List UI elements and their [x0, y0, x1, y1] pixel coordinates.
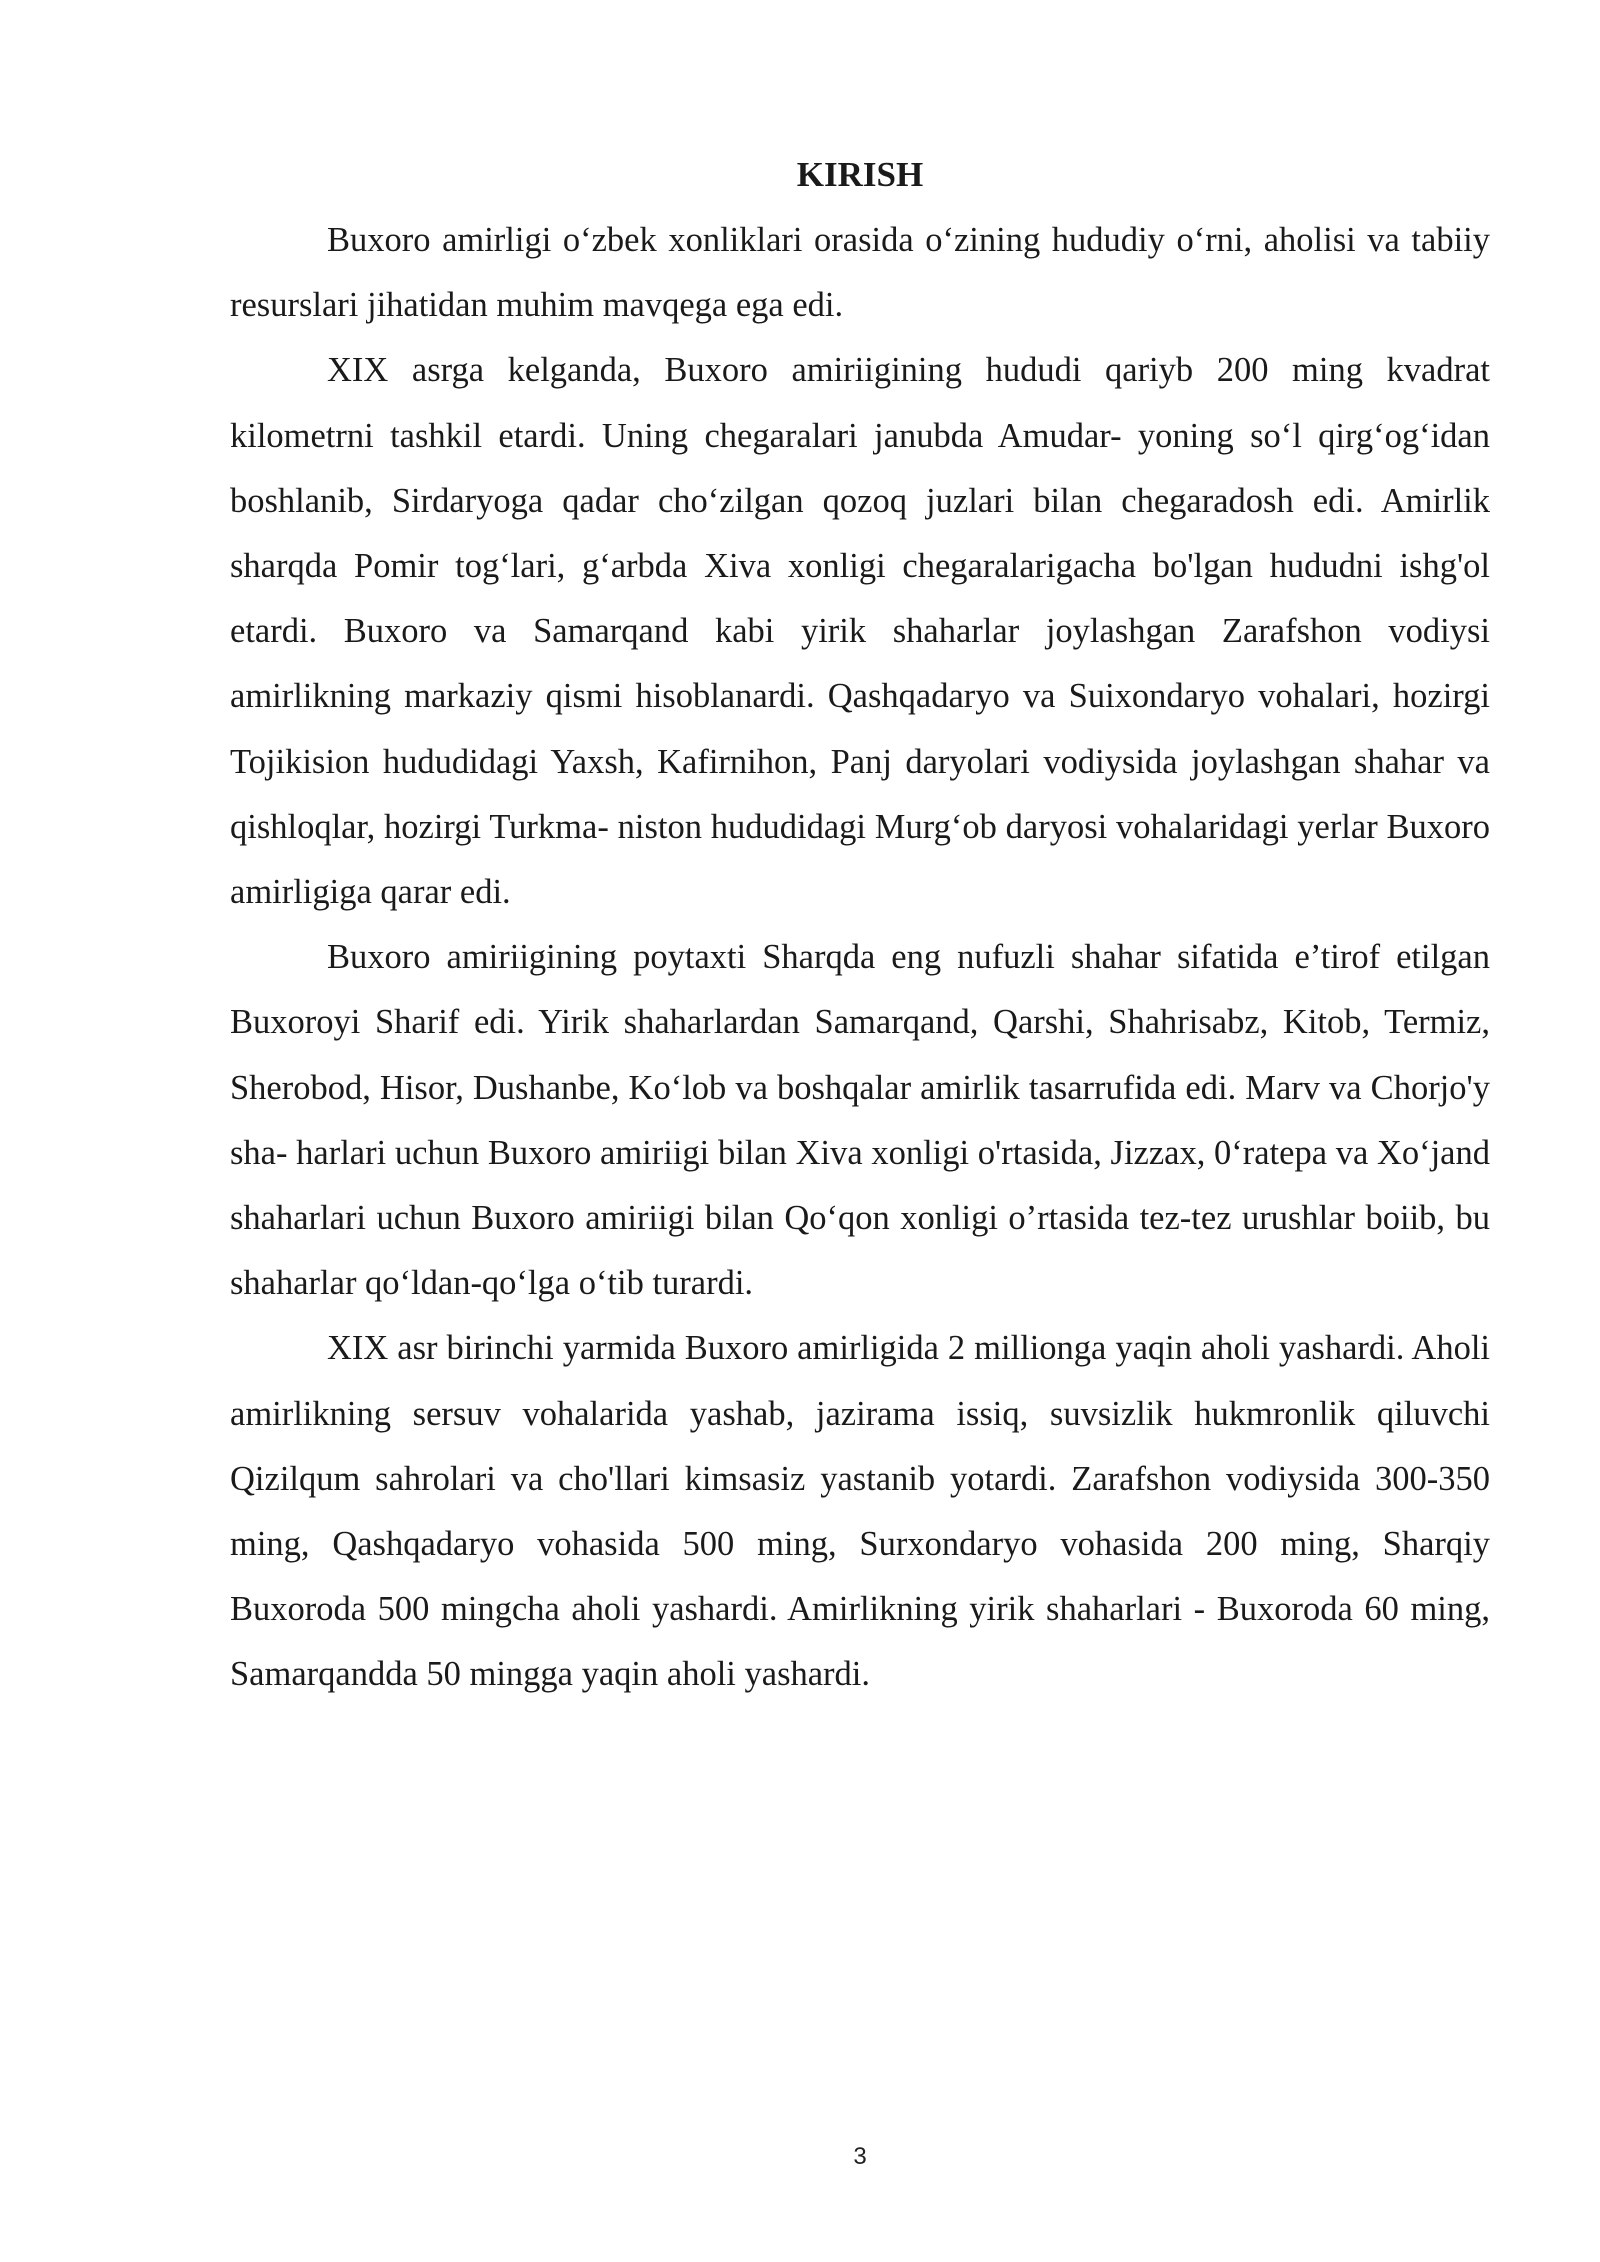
paragraph-1: Buxoro amirligi o‘zbek xonliklari orasida o‘zining hududiy o‘rni, aholisi va tabiiy resurslari jihatidan muhim mavqega ega edi.	[230, 221, 1490, 325]
page-content	[230, 148, 1490, 1708]
paragraph-3: Buxoro amiriigining poytaxti Sharqda eng nufuzli shahar sifatida e’tirof etilgan Buxoroyi Sharif edi. Yirik shaharlardan Samarqand, Qarshi, Shahrisabz, Kitob, Termiz, Sherobod, Hisor, Dushanbe, Ko‘lob va boshqalar amirlik tasarrufida edi. Marv va Chorjo'y sha- harlari uchun Buxoro amiriigi bilan Xiva xonligi o'rtasida, Jizzax, 0‘ratepa va Xo‘jand shaharlari uchun Buxoro amiriigi bilan Qo‘qon xonligi o’rtasida tez-tez urushlar boiib, bu shaharlar qo‘ldan-qo‘lga o‘tib turardi.	[230, 938, 1490, 1303]
page-number: 3	[853, 2143, 867, 2170]
paragraph-2: XIX asrga kelganda, Buxoro amiriigining hududi qariyb 200 ming kvadrat kilometrni tashkil etardi. Uning chegaralari janubda Amudar- yoning so‘l qirg‘og‘idan boshlanib, Sirdaryoga qadar cho‘zilgan qozoq juzlari bilan chegaradosh edi. Amirlik sharqda Pomir tog‘lari, g‘arbda Xiva xonligi chegaralarigacha bo'lgan hududni ishg'ol etardi. Buxoro va Samarqand kabi yirik shaharlar joylashgan Zarafshon vodiysi amirlikning markaziy qismi hisoblanardi. Qashqadaryo va Suixondaryo vohalari, hozirgi Tojikision hududidagi Yaxsh, Kafirnihon, Panj daryolari vodiysida joylashgan shahar va qishloqlar, hozirgi Turkma- niston hududidagi Murg‘ob daryosi vohalaridagi yerlar Buxoro amirligiga qarar edi.	[230, 351, 1490, 912]
page-title: KIRISH	[796, 155, 924, 194]
paragraph-4: XIX asr birinchi yarmida Buxoro amirligida 2 millionga yaqin aholi yashardi. Aholi amirlikning sersuv vohalarida yashab, jazirama issiq, suvsizlik hukmronlik qiluvchi Qizilqum sahrolari va cho'llari kimsasiz yastanib yotardi. Zarafshon vodiysida 300-350 ming, Qashqadaryo vohasida 500 ming, Surxondaryo vohasida 200 ming, Sharqiy Buxoroda 500 mingcha aholi yashardi. Amirlikning yirik shaharlari - Buxoroda 60 ming, Samarqandda 50 mingga yaqin aholi yashardi.	[230, 1329, 1490, 1694]
